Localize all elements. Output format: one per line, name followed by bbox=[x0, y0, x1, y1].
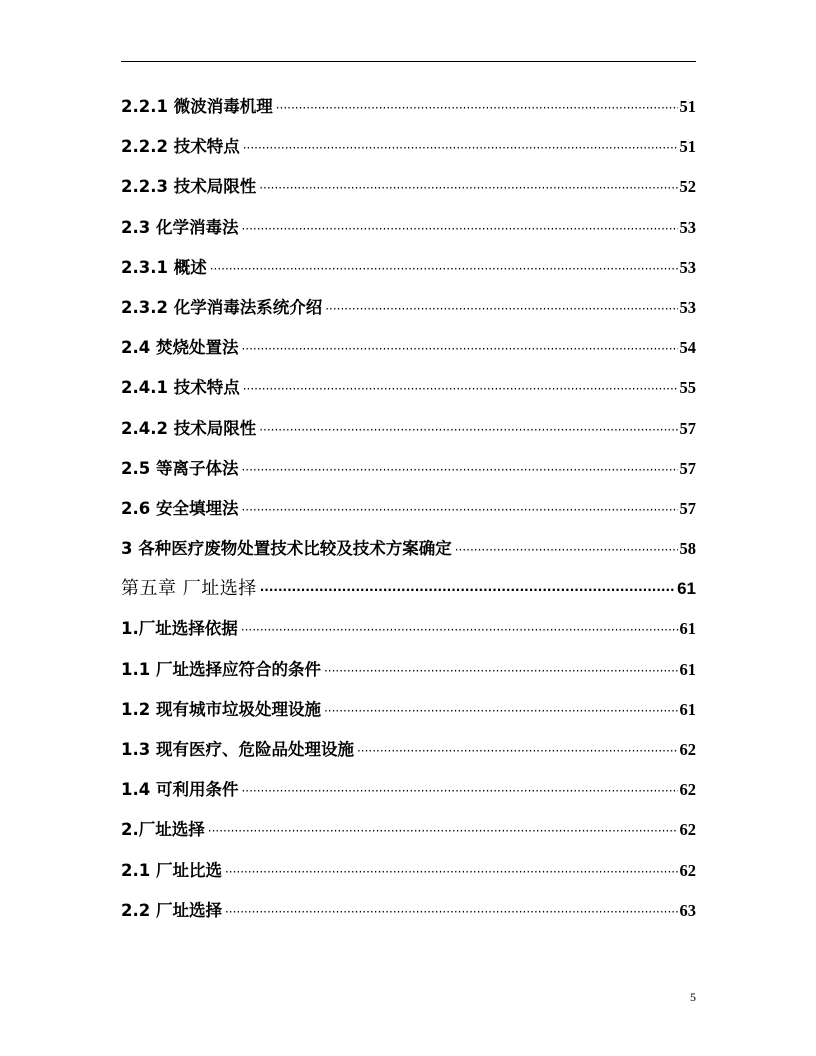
toc-entry[interactable] bbox=[121, 368, 696, 408]
toc-entry-title: 3 各种医疗废物处置技术比较及技术方案确定 bbox=[121, 539, 452, 559]
toc-dot-leader bbox=[357, 731, 678, 771]
toc-dot-leader bbox=[243, 128, 678, 168]
header-rule bbox=[121, 61, 696, 62]
toc-dot-leader bbox=[225, 852, 678, 892]
toc-entry-title: 1.3 现有医疗、危险品处理设施 bbox=[121, 740, 354, 759]
toc-dot-leader bbox=[241, 450, 677, 490]
toc-entry[interactable] bbox=[121, 650, 696, 690]
toc-entry-title: 2.4.2 技术局限性 bbox=[121, 418, 257, 438]
toc-entry[interactable] bbox=[121, 609, 696, 649]
toc-entry[interactable] bbox=[121, 167, 696, 207]
toc-dot-leader bbox=[241, 490, 677, 530]
toc-dot-leader bbox=[455, 530, 678, 570]
toc-entry-page: 61 bbox=[679, 699, 696, 719]
toc-dot-leader bbox=[241, 771, 677, 811]
toc-entry-title: 1.厂址选择依据 bbox=[121, 619, 238, 639]
toc-entry-page: 52 bbox=[679, 177, 696, 197]
toc-entry-title: 第五章 厂址选择 bbox=[121, 578, 257, 600]
toc-entry[interactable] bbox=[121, 891, 696, 931]
toc-entry[interactable] bbox=[121, 409, 696, 449]
toc-entry-title: 2.1 厂址比选 bbox=[121, 860, 222, 880]
toc-entry-page: 53 bbox=[679, 257, 696, 277]
toc-dot-leader bbox=[260, 570, 675, 610]
toc-entry-title: 2.厂址选择 bbox=[121, 820, 205, 840]
toc-entry-page: 62 bbox=[679, 780, 696, 800]
toc-entry-title: 2.3.1 概述 bbox=[121, 257, 207, 277]
toc-entry-title: 2.6 安全填埋法 bbox=[121, 498, 239, 518]
toc-chapter-entry[interactable] bbox=[121, 569, 696, 609]
toc-entry-page: 57 bbox=[679, 418, 696, 438]
toc-entry-page: 53 bbox=[679, 297, 696, 317]
toc-entry-title: 2.4 焚烧处置法 bbox=[121, 338, 239, 358]
toc-dot-leader bbox=[241, 209, 677, 249]
toc-entry-page: 62 bbox=[679, 860, 696, 880]
toc-entry-title: 2.2.1 微波消毒机理 bbox=[121, 97, 273, 116]
toc-dot-leader bbox=[241, 610, 678, 650]
toc-entry-page: 54 bbox=[679, 338, 696, 358]
toc-entry[interactable] bbox=[121, 690, 696, 730]
toc-dot-leader bbox=[259, 168, 677, 208]
toc-entry-page: 57 bbox=[679, 498, 696, 518]
toc-entry[interactable] bbox=[121, 810, 696, 850]
toc-entry[interactable] bbox=[121, 87, 696, 127]
toc-dot-leader bbox=[324, 691, 678, 731]
toc-entry-page: 62 bbox=[679, 740, 696, 759]
toc-dot-leader bbox=[243, 369, 678, 409]
toc-entry-title: 1.2 现有城市垃圾处理设施 bbox=[121, 699, 321, 719]
toc-entry-page: 58 bbox=[679, 539, 696, 559]
toc-entry-page: 63 bbox=[679, 900, 696, 920]
toc-entry[interactable] bbox=[121, 489, 696, 529]
toc-entry-page: 57 bbox=[679, 458, 696, 478]
toc-entry[interactable] bbox=[121, 851, 696, 891]
toc-entry-title: 2.3 化学消毒法 bbox=[121, 217, 239, 237]
toc-entry-title: 2.5 等离子体法 bbox=[121, 458, 239, 478]
toc-entry-page: 51 bbox=[679, 97, 696, 116]
toc-entry-page: 61 bbox=[679, 659, 696, 679]
toc-entry[interactable] bbox=[121, 449, 696, 489]
toc-entry-title: 2.4.1 技术特点 bbox=[121, 378, 240, 398]
toc-entry-title: 1.1 厂址选择应符合的条件 bbox=[121, 659, 321, 679]
toc-entry-page: 61 bbox=[679, 619, 696, 639]
toc-entry-title: 1.4 可利用条件 bbox=[121, 780, 239, 800]
toc-entry[interactable] bbox=[121, 248, 696, 288]
toc-entry-page: 62 bbox=[679, 820, 696, 840]
toc-entry[interactable] bbox=[121, 328, 696, 368]
page-number: 5 bbox=[690, 990, 696, 1004]
toc-entry[interactable] bbox=[121, 208, 696, 248]
toc-entry-page: 53 bbox=[679, 217, 696, 237]
table-of-contents bbox=[121, 87, 696, 931]
toc-entry[interactable] bbox=[121, 127, 696, 167]
toc-dot-leader bbox=[210, 249, 678, 289]
toc-entry-title: 2.2.3 技术局限性 bbox=[121, 177, 257, 197]
toc-entry[interactable] bbox=[121, 730, 696, 770]
toc-entry-title: 2.2 厂址选择 bbox=[121, 900, 222, 920]
toc-entry[interactable] bbox=[121, 288, 696, 328]
toc-dot-leader bbox=[208, 811, 678, 851]
toc-dot-leader bbox=[241, 329, 677, 369]
toc-dot-leader bbox=[259, 410, 677, 450]
toc-entry-page: 51 bbox=[679, 137, 696, 157]
toc-entry[interactable] bbox=[121, 529, 696, 569]
toc-dot-leader bbox=[276, 88, 678, 128]
toc-entry-page: 55 bbox=[679, 378, 696, 398]
toc-entry[interactable] bbox=[121, 770, 696, 810]
toc-entry-title: 2.2.2 技术特点 bbox=[121, 137, 240, 157]
toc-dot-leader bbox=[225, 892, 678, 932]
toc-entry-page: 61 bbox=[677, 579, 696, 599]
toc-entry-title: 2.3.2 化学消毒法系统介绍 bbox=[121, 297, 323, 317]
toc-dot-leader bbox=[324, 651, 678, 691]
toc-dot-leader bbox=[325, 289, 677, 329]
